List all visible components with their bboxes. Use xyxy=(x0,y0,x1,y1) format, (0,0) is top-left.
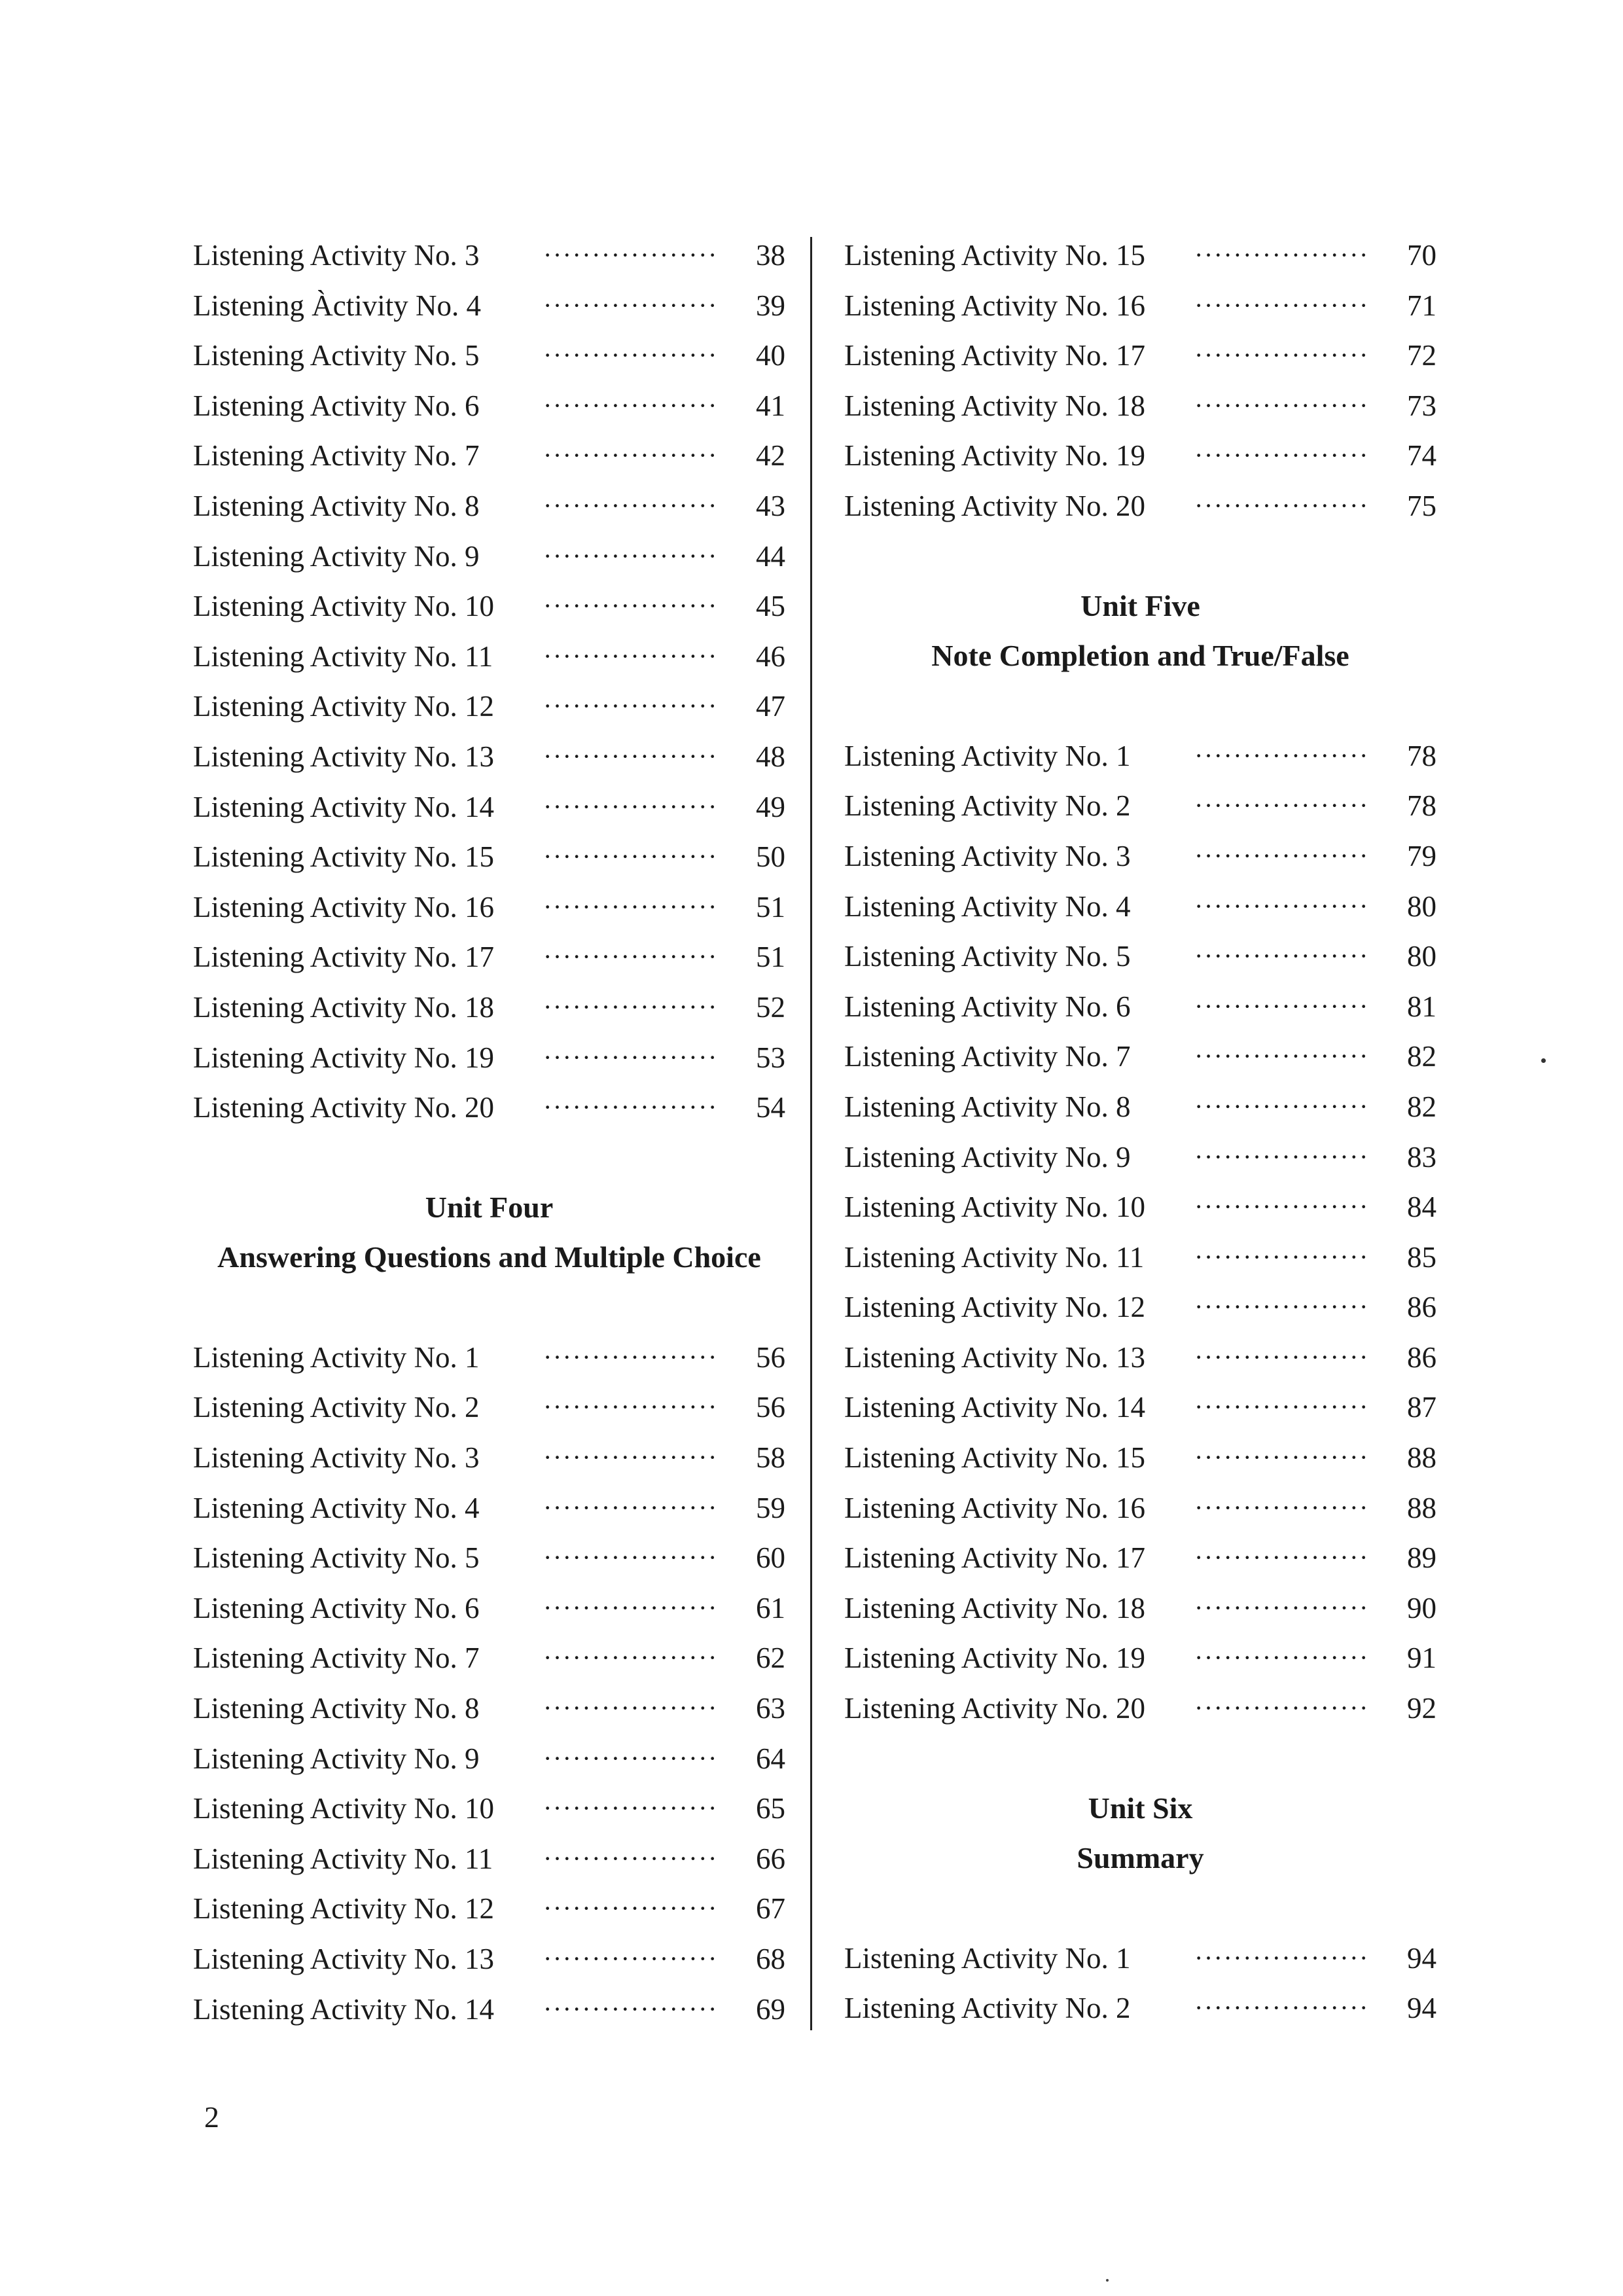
toc-entry-page: 73 xyxy=(1407,389,1436,422)
toc-entry-label: Listening Activity No. 12 xyxy=(844,1291,1145,1324)
toc-entry-label: Listening Activity No. 20 xyxy=(844,1692,1145,1725)
leader-dots: ·················· xyxy=(543,891,718,922)
leader-dots: ·················· xyxy=(1194,1141,1369,1172)
toc-entry-page: 66 xyxy=(756,1842,785,1875)
toc-entry-label: Listening Activity No. 1 xyxy=(193,1340,480,1374)
toc-entry-label: Listening Àctivity No. 4 xyxy=(193,289,481,322)
toc-entry-label: Listening Activity No. 1 xyxy=(844,1941,1131,1975)
leader-dots: ·················· xyxy=(543,691,718,721)
toc-entry-page: 65 xyxy=(756,1792,785,1825)
toc-entry xyxy=(193,531,785,582)
toc-entry-group xyxy=(844,230,1436,531)
leader-dots: ·················· xyxy=(543,1994,718,2024)
toc-entry-page: 80 xyxy=(1407,940,1436,973)
toc-entry xyxy=(193,1834,785,1884)
toc-entry-page: 86 xyxy=(1407,1340,1436,1374)
toc-entry-label: Listening Activity No. 17 xyxy=(193,941,494,974)
toc-entry-page: 82 xyxy=(1407,1090,1436,1123)
leader-dots: ·················· xyxy=(543,240,718,270)
toc-entry xyxy=(844,982,1436,1032)
toc-entry-group xyxy=(844,731,1436,1734)
toc-entry xyxy=(193,1984,785,2035)
toc-entry-label: Listening Activity No. 11 xyxy=(193,639,493,673)
toc-entry-label: Listening Activity No. 10 xyxy=(844,1191,1145,1224)
toc-entry xyxy=(193,832,785,882)
toc-entry-label: Listening Activity No. 7 xyxy=(193,1641,480,1675)
leader-dots: ·················· xyxy=(543,390,718,420)
unit-five-subtitle: Note Completion and True/False xyxy=(931,639,1349,673)
toc-entry xyxy=(844,781,1436,831)
toc-entry-label: Listening Activity No. 2 xyxy=(844,789,1131,823)
leader-dots: ·················· xyxy=(1194,240,1369,270)
toc-entry xyxy=(193,1083,785,1133)
toc-entry-page: 54 xyxy=(756,1091,785,1124)
toc-entry-page: 41 xyxy=(756,389,785,422)
leader-dots: ·················· xyxy=(1194,340,1369,370)
toc-entry-label: Listening Activity No. 1 xyxy=(844,739,1131,772)
toc-entry-page: 61 xyxy=(756,1591,785,1624)
unit-four-subtitle: Answering Questions and Multiple Choice xyxy=(217,1240,761,1274)
leader-dots: ·················· xyxy=(543,490,718,520)
toc-entry xyxy=(844,931,1436,982)
leader-dots: ·················· xyxy=(543,1392,718,1422)
toc-entry-label: Listening Activity No. 16 xyxy=(193,890,494,924)
toc-entry-page: 83 xyxy=(1407,1140,1436,1174)
toc-entry-label: Listening Activity No. 13 xyxy=(844,1340,1145,1374)
toc-entry xyxy=(193,1884,785,1934)
toc-entry-label: Listening Activity No. 12 xyxy=(193,1892,494,1926)
toc-entry xyxy=(193,1533,785,1583)
toc-entry xyxy=(193,632,785,682)
leader-dots: ·················· xyxy=(543,1492,718,1522)
leader-dots: ·················· xyxy=(1194,1192,1369,1222)
leader-dots: ·················· xyxy=(1194,1242,1369,1272)
toc-entry-page: 80 xyxy=(1407,889,1436,923)
toc-entry-label: Listening Activity No. 7 xyxy=(193,439,480,473)
toc-entry xyxy=(844,1382,1436,1433)
toc-entry xyxy=(193,1433,785,1483)
leader-dots: ·················· xyxy=(1194,1643,1369,1673)
toc-entry-label: Listening Activity No. 10 xyxy=(193,590,494,623)
unit-four-title: Unit Four xyxy=(425,1190,554,1224)
toc-entry xyxy=(193,331,785,381)
leader-dots: ·················· xyxy=(1194,1993,1369,2023)
leader-dots: ·················· xyxy=(1194,490,1369,520)
toc-entry-label: Listening Activity No. 18 xyxy=(844,389,1145,422)
toc-entry-page: 78 xyxy=(1407,739,1436,772)
toc-entry xyxy=(844,381,1436,431)
toc-entry-label: Listening Activity No. 19 xyxy=(844,1641,1145,1675)
toc-entry-page: 47 xyxy=(756,690,785,723)
toc-entry-page: 72 xyxy=(1407,339,1436,372)
column-divider xyxy=(810,237,812,2030)
leader-dots: ·················· xyxy=(1194,740,1369,770)
toc-entry xyxy=(844,1282,1436,1333)
stray-ink-mark xyxy=(1106,2279,1109,2282)
toc-entry xyxy=(193,1033,785,1083)
leader-dots: ·················· xyxy=(1194,941,1369,971)
toc-entry-label: Listening Activity No. 8 xyxy=(844,1090,1131,1123)
toc-entry-page: 88 xyxy=(1407,1441,1436,1475)
toc-entry-page: 62 xyxy=(756,1641,785,1675)
unit-six-subtitle: Summary xyxy=(1077,1841,1204,1875)
toc-entry-label: Listening Activity No. 17 xyxy=(844,339,1145,372)
toc-entry-page: 84 xyxy=(1407,1191,1436,1224)
toc-entry xyxy=(193,1333,785,1383)
toc-entry-label: Listening Activity No. 18 xyxy=(193,990,494,1024)
leader-dots: ·················· xyxy=(1194,991,1369,1021)
toc-entry xyxy=(844,1232,1436,1283)
toc-entry-page: 60 xyxy=(756,1541,785,1575)
stray-ink-mark xyxy=(1541,1058,1546,1063)
toc-entry xyxy=(193,1382,785,1433)
toc-entry xyxy=(844,481,1436,531)
toc-entry-label: Listening Activity No. 18 xyxy=(844,1591,1145,1624)
toc-entry-label: Listening Activity No. 6 xyxy=(193,1591,480,1624)
toc-entry xyxy=(844,882,1436,932)
toc-entry-label: Listening Activity No. 19 xyxy=(193,1041,494,1074)
toc-entry-page: 46 xyxy=(756,639,785,673)
toc-entry-label: Listening Activity No. 4 xyxy=(193,1491,480,1524)
toc-entry-page: 82 xyxy=(1407,1040,1436,1073)
toc-entry-label: Listening Activity No. 16 xyxy=(844,289,1145,322)
toc-entry xyxy=(844,1683,1436,1734)
toc-entry-page: 63 xyxy=(756,1692,785,1725)
toc-entry-page: 51 xyxy=(756,890,785,924)
leader-dots: ·················· xyxy=(1194,1443,1369,1473)
toc-entry-page: 94 xyxy=(1407,1941,1436,1975)
toc-entry-label: Listening Activity No. 15 xyxy=(844,239,1145,272)
leader-dots: ·················· xyxy=(543,1543,718,1573)
toc-entry-label: Listening Activity No. 16 xyxy=(844,1491,1145,1524)
toc-entry-page: 79 xyxy=(1407,839,1436,872)
toc-entry-page: 94 xyxy=(1407,1992,1436,2025)
toc-entry xyxy=(844,1483,1436,1534)
leader-dots: ·················· xyxy=(1194,840,1369,870)
toc-entry-label: Listening Activity No. 8 xyxy=(193,489,480,522)
toc-entry-label: Listening Activity No. 13 xyxy=(193,740,494,773)
toc-entry-label: Listening Activity No. 5 xyxy=(193,339,480,372)
toc-entry xyxy=(844,1433,1436,1483)
toc-entry-label: Listening Activity No. 7 xyxy=(844,1040,1131,1073)
toc-entry-label: Listening Activity No. 6 xyxy=(844,990,1131,1023)
toc-entry-page: 90 xyxy=(1407,1591,1436,1624)
leader-dots: ·················· xyxy=(543,290,718,320)
leader-dots: ·················· xyxy=(1194,1492,1369,1522)
leader-dots: ·················· xyxy=(1194,1543,1369,1573)
toc-entry-label: Listening Activity No. 14 xyxy=(844,1391,1145,1424)
toc-entry xyxy=(844,1583,1436,1634)
toc-entry-label: Listening Activity No. 11 xyxy=(844,1240,1145,1274)
leader-dots: ·················· xyxy=(543,1342,718,1372)
toc-entry-page: 40 xyxy=(756,339,785,372)
toc-entry-label: Listening Activity No. 20 xyxy=(193,1091,494,1124)
leader-dots: ·················· xyxy=(543,1893,718,1924)
toc-entry-page: 87 xyxy=(1407,1391,1436,1424)
toc-entry xyxy=(844,1933,1436,1984)
toc-entry-page: 43 xyxy=(756,489,785,522)
toc-entry-page: 53 xyxy=(756,1041,785,1074)
toc-entry-page: 45 xyxy=(756,590,785,623)
toc-entry xyxy=(193,1483,785,1534)
toc-entry-page: 74 xyxy=(1407,439,1436,473)
toc-entry xyxy=(193,1683,785,1734)
leader-dots: ·················· xyxy=(1194,1693,1369,1723)
toc-entry-label: Listening Activity No. 15 xyxy=(844,1441,1145,1475)
toc-entry-group xyxy=(193,230,785,1133)
leader-dots: ·················· xyxy=(543,942,718,972)
leader-dots: ·················· xyxy=(1194,1592,1369,1623)
toc-entry xyxy=(844,1132,1436,1183)
toc-entry-page: 42 xyxy=(756,439,785,473)
toc-entry-label: Listening Activity No. 11 xyxy=(193,1842,493,1875)
toc-entry-group xyxy=(193,1333,785,2034)
toc-entry xyxy=(844,1333,1436,1383)
toc-entry-page: 48 xyxy=(756,740,785,773)
toc-entry xyxy=(193,281,785,331)
leader-dots: ·················· xyxy=(543,1643,718,1673)
toc-left-column xyxy=(193,230,785,2034)
toc-entry xyxy=(193,1934,785,1984)
toc-entry xyxy=(844,1082,1436,1132)
toc-entry xyxy=(844,1533,1436,1583)
toc-entry xyxy=(844,230,1436,281)
toc-entry-label: Listening Activity No. 14 xyxy=(193,1992,494,2026)
toc-entry-page: 52 xyxy=(756,990,785,1024)
toc-entry-label: Listening Activity No. 5 xyxy=(844,940,1131,973)
leader-dots: ·················· xyxy=(1194,791,1369,821)
toc-entry-label: Listening Activity No. 3 xyxy=(193,1441,480,1475)
leader-dots: ·················· xyxy=(543,1443,718,1473)
toc-entry-group xyxy=(844,1933,1436,2034)
toc-entry xyxy=(844,281,1436,331)
toc-entry-label: Listening Activity No. 9 xyxy=(193,539,480,573)
toc-entry-page: 91 xyxy=(1407,1641,1436,1675)
toc-entry xyxy=(193,431,785,481)
leader-dots: ·················· xyxy=(543,1843,718,1873)
toc-entry-label: Listening Activity No. 3 xyxy=(193,239,480,272)
leader-dots: ·················· xyxy=(543,1743,718,1773)
toc-entry-page: 85 xyxy=(1407,1240,1436,1274)
leader-dots: ·················· xyxy=(543,741,718,771)
toc-entry-label: Listening Activity No. 10 xyxy=(193,1792,494,1825)
leader-dots: ·················· xyxy=(1194,891,1369,921)
leader-dots: ·················· xyxy=(1194,1041,1369,1071)
toc-right-column xyxy=(844,230,1436,2034)
toc-entry-page: 70 xyxy=(1407,239,1436,272)
toc-entry xyxy=(193,882,785,933)
toc-entry-page: 44 xyxy=(756,539,785,573)
toc-entry-page: 78 xyxy=(1407,789,1436,823)
toc-entry xyxy=(844,1031,1436,1082)
toc-entry-page: 68 xyxy=(756,1943,785,1975)
toc-entry-label: Listening Activity No. 9 xyxy=(844,1140,1131,1174)
toc-entry xyxy=(193,732,785,782)
toc-entry xyxy=(193,982,785,1033)
toc-entry-page: 75 xyxy=(1407,489,1436,522)
leader-dots: ·················· xyxy=(1194,1392,1369,1422)
toc-entry xyxy=(844,331,1436,381)
toc-entry-page: 50 xyxy=(756,840,785,874)
toc-entry xyxy=(844,1633,1436,1683)
toc-entry-label: Listening Activity No. 5 xyxy=(193,1541,480,1575)
toc-entry-page: 89 xyxy=(1407,1541,1436,1575)
toc-entry xyxy=(193,1633,785,1683)
toc-entry xyxy=(193,1784,785,1834)
leader-dots: ·················· xyxy=(1194,290,1369,320)
toc-entry-page: 92 xyxy=(1407,1692,1436,1725)
toc-entry-page: 88 xyxy=(1407,1491,1436,1524)
toc-entry-page: 69 xyxy=(756,1992,785,2026)
toc-entry xyxy=(844,1182,1436,1232)
leader-dots: ·················· xyxy=(543,641,718,671)
leader-dots: ·················· xyxy=(543,791,718,821)
leader-dots: ·················· xyxy=(543,591,718,621)
leader-dots: ·················· xyxy=(543,541,718,571)
toc-entry xyxy=(844,731,1436,781)
toc-entry-label: Listening Activity No. 13 xyxy=(193,1943,494,1975)
toc-entry-page: 71 xyxy=(1407,289,1436,322)
leader-dots: ·················· xyxy=(1194,440,1369,471)
toc-entry-page: 49 xyxy=(756,790,785,823)
leader-dots: ·················· xyxy=(1194,1292,1369,1322)
toc-entry xyxy=(193,581,785,632)
toc-entry-page: 38 xyxy=(756,239,785,272)
leader-dots: ·················· xyxy=(543,1042,718,1072)
leader-dots: ·················· xyxy=(543,1693,718,1723)
page-number: 2 xyxy=(204,2100,219,2134)
toc-entry-page: 56 xyxy=(756,1391,785,1424)
leader-dots: ·················· xyxy=(543,992,718,1022)
toc-entry xyxy=(193,230,785,281)
toc-entry-page: 56 xyxy=(756,1340,785,1374)
leader-dots: ·················· xyxy=(1194,1091,1369,1121)
leader-dots: ·················· xyxy=(543,1592,718,1623)
toc-entry xyxy=(193,932,785,982)
toc-entry-page: 81 xyxy=(1407,990,1436,1023)
leader-dots: ·················· xyxy=(543,1092,718,1122)
unit-five-title: Unit Five xyxy=(1080,588,1200,622)
leader-dots: ·················· xyxy=(543,340,718,370)
toc-entry xyxy=(193,481,785,531)
toc-entry xyxy=(193,681,785,732)
toc-entry xyxy=(193,1583,785,1634)
toc-entry-page: 58 xyxy=(756,1441,785,1475)
toc-entry xyxy=(844,831,1436,882)
toc-entry xyxy=(193,782,785,833)
toc-entry-label: Listening Activity No. 2 xyxy=(193,1391,480,1424)
toc-entry-label: Listening Activity No. 14 xyxy=(193,790,494,823)
toc-entry-page: 59 xyxy=(756,1491,785,1524)
toc-entry xyxy=(193,1734,785,1784)
toc-entry-label: Listening Activity No. 6 xyxy=(193,389,480,422)
leader-dots: ·················· xyxy=(543,842,718,872)
toc-entry-label: Listening Activity No. 4 xyxy=(844,889,1131,923)
unit-six-title: Unit Six xyxy=(1088,1791,1193,1825)
toc-entry xyxy=(844,431,1436,481)
toc-entry xyxy=(844,1983,1436,2034)
leader-dots: ·················· xyxy=(1194,390,1369,420)
leader-dots: ·················· xyxy=(543,1944,718,1973)
leader-dots: ·················· xyxy=(543,1793,718,1823)
leader-dots: ·················· xyxy=(543,440,718,471)
toc-entry-page: 39 xyxy=(756,289,785,322)
leader-dots: ·················· xyxy=(1194,1943,1369,1973)
leader-dots: ·················· xyxy=(1194,1342,1369,1372)
toc-entry-page: 86 xyxy=(1407,1291,1436,1324)
toc-entry-label: Listening Activity No. 2 xyxy=(844,1992,1131,2025)
toc-entry-page: 51 xyxy=(756,941,785,974)
toc-entry-label: Listening Activity No. 3 xyxy=(844,839,1131,872)
toc-entry-label: Listening Activity No. 9 xyxy=(193,1742,480,1775)
toc-entry-page: 67 xyxy=(756,1892,785,1926)
toc-entry-label: Listening Activity No. 15 xyxy=(193,840,494,874)
toc-entry-label: Listening Activity No. 20 xyxy=(844,489,1145,522)
toc-entry-label: Listening Activity No. 8 xyxy=(193,1692,480,1725)
toc-entry xyxy=(193,381,785,431)
toc-entry-label: Listening Activity No. 17 xyxy=(844,1541,1145,1575)
toc-entry-label: Listening Activity No. 12 xyxy=(193,690,494,723)
toc-entry-page: 64 xyxy=(756,1742,785,1775)
toc-entry-label: Listening Activity No. 19 xyxy=(844,439,1145,473)
